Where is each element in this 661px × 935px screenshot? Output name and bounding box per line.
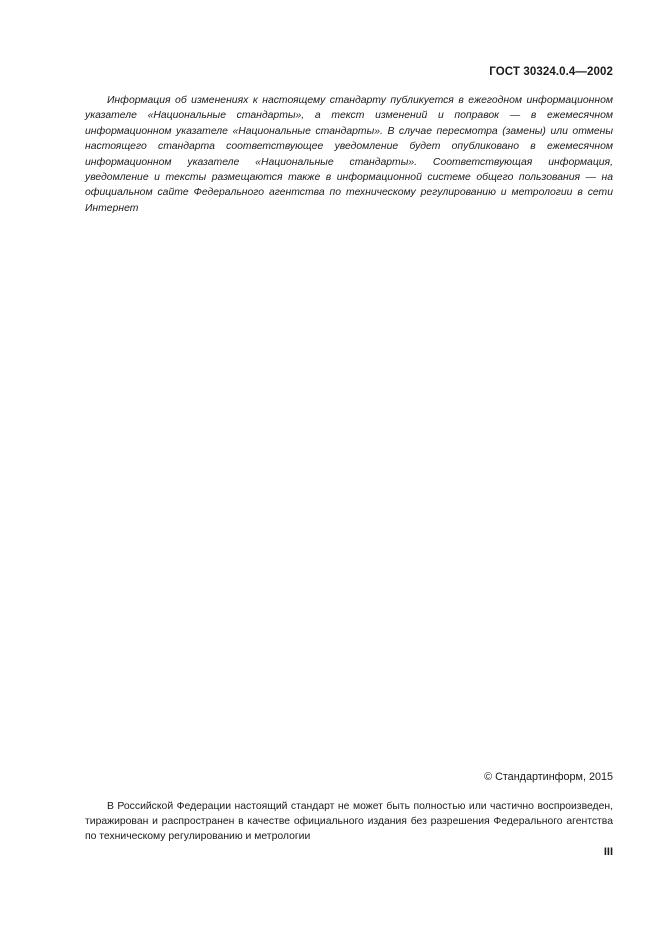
reproduction-restriction-paragraph: В Российской Федерации настоящий стандарт не может быть полностью или частично воспроизведен, тиражирован и распространен в качестве официального издания без разрешения Федерального агентства по техническому регулированию и метрологии [85,801,613,843]
amendments-notice-paragraph: Информация об изменениях к настоящему стандарту публикуется в ежегодном информационном указателе «Национальные стандарты», а текст изменений и поправок — в ежемесячном информационном указателе «Национальные стандарты». В случае пересмотра (замены) или отмены настоящего стандарта соответствующее уведомление будет опубликовано в ежемесячном информационном указателе «Национальные стандарты». Соответствующая информация, уведомление и тексты размещаются также в информационной системе общего пользования — на официальном сайте Федерального агентства по техническому регулированию и метрологии в сети Интернет [85,95,613,214]
standard-code-header: ГОСТ 30324.0.4—2002 [489,66,613,78]
copyright-notice: © Стандартинформ, 2015 [484,771,613,783]
page-number: III [603,846,613,858]
